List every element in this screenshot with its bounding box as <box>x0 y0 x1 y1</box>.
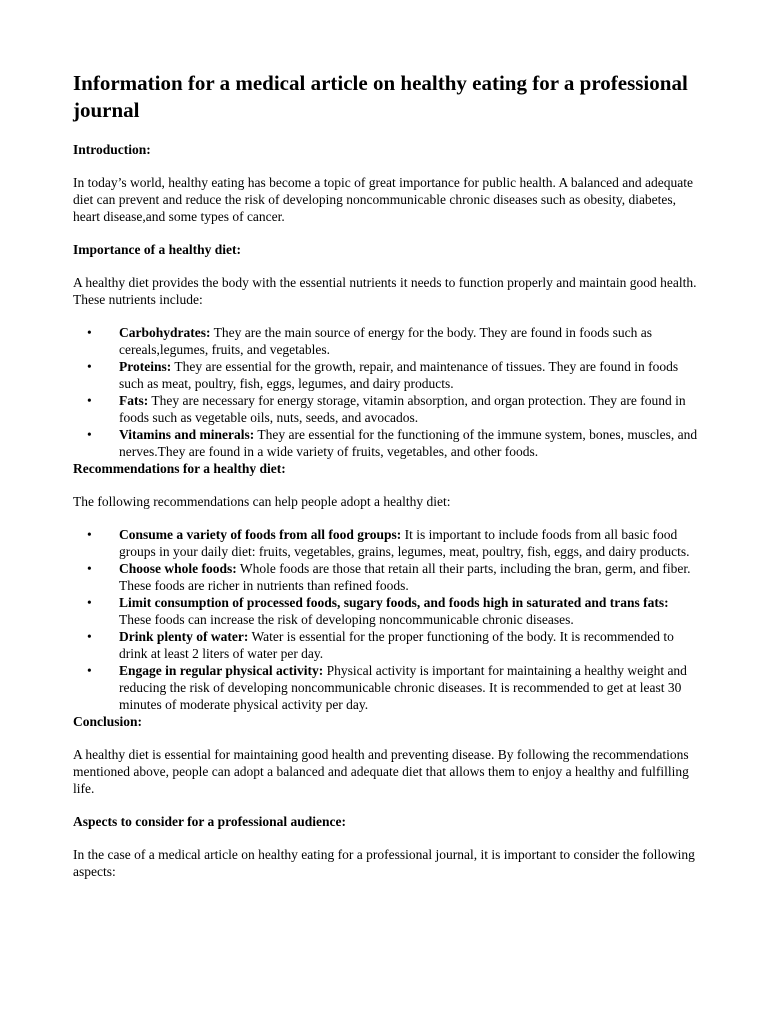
list-item <box>73 392 701 426</box>
bullet-icon: • <box>87 325 92 340</box>
item-text: They are essential for the functioning of the immune system, bones, muscles, and nerves.They are found in a wide variety of fruits, vegetables, and other foods. <box>119 427 698 459</box>
bullet-icon: • <box>87 359 92 374</box>
bullet-icon: • <box>87 629 92 644</box>
importance-text: A healthy diet provides the body with the essential nutrients it needs to function properly and maintain good health. These nutrients include: <box>73 275 697 307</box>
bullet-icon: • <box>87 427 92 442</box>
bullet-icon: • <box>87 393 92 408</box>
introduction-text: In today’s world, healthy eating has become a topic of great importance for public health. A balanced and adequate diet can prevent and reduce the risk of developing noncommunicable chronic diseases such as obesity, diabetes, heart disease,and some types of cancer. <box>73 175 694 224</box>
list-item <box>73 628 701 662</box>
list-item <box>73 662 701 713</box>
bullet-icon: • <box>87 595 92 610</box>
bullet-icon: • <box>87 561 92 576</box>
item-term: Carbohydrates: <box>119 325 211 340</box>
bullet-icon: • <box>87 527 92 542</box>
item-term: Choose whole foods: <box>119 561 237 576</box>
list-item <box>73 358 701 392</box>
item-term: Vitamins and minerals: <box>119 427 255 442</box>
document-body <box>73 70 701 880</box>
item-text: They are necessary for energy storage, vitamin absorption, and organ protection. They are found in foods such as vegetable oils, nuts, seeds, and avocados. <box>119 393 686 425</box>
item-text: It is important to include foods from all basic food groups in your daily diet: fruits, vegetables, grains, legumes, meat, poultry, fish, eggs, and dairy products. <box>119 527 690 559</box>
conclusion-heading: Conclusion: <box>73 714 143 729</box>
item-text: Physical activity is important for maintaining a healthy weight and reducing the risk of developing noncommunicable chronic diseases. It is recommended to get at least 30 minutes of moderate physical activity per day. <box>119 663 687 712</box>
item-text: These foods can increase the risk of developing noncommunicable chronic diseases. <box>119 612 574 627</box>
bullet-icon: • <box>87 663 92 678</box>
item-term: Engage in regular physical activity: <box>119 663 324 678</box>
item-term: Limit consumption of processed foods, sugary foods, and foods high in saturated and trans fats: <box>119 595 669 610</box>
item-term: Fats: <box>119 393 149 408</box>
document-title: Information for a medical article on healthy eating for a professional journal <box>73 71 688 122</box>
nutrients-list <box>73 324 701 460</box>
introduction-heading: Introduction: <box>73 142 151 157</box>
aspects-text: In the case of a medical article on healthy eating for a professional journal, it is important to consider the following aspects: <box>73 847 695 879</box>
list-item <box>73 526 701 560</box>
item-term: Proteins: <box>119 359 172 374</box>
aspects-heading: Aspects to consider for a professional audience: <box>73 814 346 829</box>
list-item <box>73 426 701 460</box>
item-text: They are the main source of energy for the body. They are found in foods such as cereals,legumes, fruits, and vegetables. <box>119 325 652 357</box>
item-text: They are essential for the growth, repair, and maintenance of tissues. They are found in foods such as meat, poultry, fish, eggs, legumes, and dairy products. <box>119 359 679 391</box>
list-item <box>73 594 701 628</box>
conclusion-text: A healthy diet is essential for maintaining good health and preventing disease. By following the recommendations mentioned above, people can adopt a balanced and adequate diet that allows them to enjoy a healthy and fulfilling life. <box>73 747 689 796</box>
recommendations-heading: Recommendations for a healthy diet: <box>73 461 286 476</box>
list-item <box>73 560 701 594</box>
item-text: Water is essential for the proper functioning of the body. It is recommended to drink at least 2 liters of water per day. <box>119 629 674 661</box>
list-item <box>73 324 701 358</box>
item-term: Drink plenty of water: <box>119 629 249 644</box>
recommendations-list <box>73 526 701 713</box>
item-text: Whole foods are those that retain all their parts, including the bran, germ, and fiber. These foods are richer in nutrients than refined foods. <box>119 561 691 593</box>
item-term: Consume a variety of foods from all food groups: <box>119 527 402 542</box>
importance-heading: Importance of a healthy diet: <box>73 242 241 257</box>
recommendations-text: The following recommendations can help people adopt a healthy diet: <box>73 494 451 509</box>
